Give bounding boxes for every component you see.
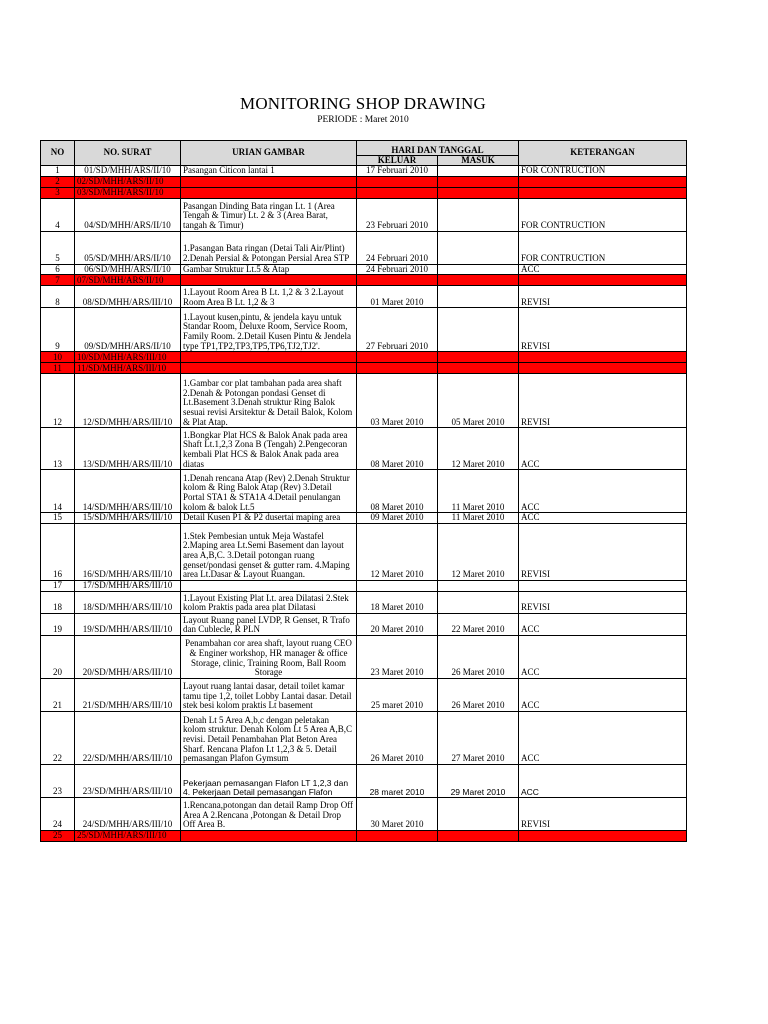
table-row xyxy=(41,798,687,831)
row-urian-gambar: 1.Gambar cor plat tambahan pada area shaft 2.Denah & Potongan pondasi Genset di Lt.Basement 3.Denah struktur Ring Balok sesuai revisi Arsitektur & Detail Balok, Kolom & Plat Atap. xyxy=(181,374,357,428)
row-masuk: 26 Maret 2010 xyxy=(438,679,519,712)
row-urian-gambar xyxy=(181,363,357,374)
row-keluar: 09 Maret 2010 xyxy=(357,513,438,524)
row-no-surat: 18/SD/MHH/ARS/III/10 xyxy=(75,592,181,614)
row-keluar: 26 Maret 2010 xyxy=(357,712,438,765)
table-row xyxy=(41,308,687,352)
row-keluar: 27 Februari 2010 xyxy=(357,308,438,352)
row-urian-gambar xyxy=(181,187,357,198)
row-no: 10 xyxy=(41,352,75,363)
header-urian-gambar: URIAN GAMBAR xyxy=(181,141,357,166)
table-row xyxy=(41,187,687,198)
table-row xyxy=(41,231,687,264)
header-masuk: MASUK xyxy=(438,156,519,166)
table-row xyxy=(41,264,687,275)
row-keterangan: FOR CONTRUCTION xyxy=(519,231,687,264)
row-no: 9 xyxy=(41,308,75,352)
table-row xyxy=(41,352,687,363)
row-no-surat: 01/SD/MHH/ARS/II/10 xyxy=(75,166,181,177)
row-no: 14 xyxy=(41,470,75,513)
row-masuk xyxy=(438,831,519,842)
row-urian-gambar: Penambahan cor area shaft, layout ruang CEO & Enginer workshop, HR manager & office Storage, clinic, Training Room, Ball Room Storage xyxy=(181,636,357,679)
row-keluar xyxy=(357,275,438,286)
row-keterangan: REVISI xyxy=(519,286,687,308)
row-keterangan xyxy=(519,363,687,374)
row-no: 1 xyxy=(41,166,75,177)
row-urian-gambar: Layout Ruang panel LVDP, R Genset, R Trafo dan Cublecle, R PLN xyxy=(181,614,357,636)
row-keluar: 03 Maret 2010 xyxy=(357,374,438,428)
row-keterangan: ACC xyxy=(519,428,687,470)
row-keterangan xyxy=(519,581,687,592)
row-no: 22 xyxy=(41,712,75,765)
row-masuk xyxy=(438,264,519,275)
row-no-surat: 13/SD/MHH/ARS/III/10 xyxy=(75,428,181,470)
row-masuk xyxy=(438,798,519,831)
row-keluar xyxy=(357,352,438,363)
row-no: 25 xyxy=(41,831,75,842)
row-keterangan: REVISI xyxy=(519,592,687,614)
row-urian-gambar xyxy=(181,352,357,363)
table-row xyxy=(41,198,687,231)
row-no: 7 xyxy=(41,275,75,286)
row-masuk xyxy=(438,308,519,352)
row-no-surat: 15/SD/MHH/ARS/III/10 xyxy=(75,513,181,524)
table-row xyxy=(41,581,687,592)
row-no-surat: 03/SD/MHH/ARS/II/10 xyxy=(75,187,181,198)
row-urian-gambar: 1.Rencana,potongan dan detail Ramp Drop Off Area A 2.Rencana ,Potongan & Detail Drop Off Area B. xyxy=(181,798,357,831)
row-no: 8 xyxy=(41,286,75,308)
row-keluar xyxy=(357,831,438,842)
document-title: MONITORING SHOP DRAWING xyxy=(240,94,486,113)
table-row xyxy=(41,363,687,374)
row-no-surat: 17/SD/MHH/ARS/III/10 xyxy=(75,581,181,592)
row-keluar: 25 maret 2010 xyxy=(357,679,438,712)
row-keterangan: ACC xyxy=(519,470,687,513)
row-keterangan: REVISI xyxy=(519,308,687,352)
row-urian-gambar xyxy=(181,176,357,187)
row-no: 24 xyxy=(41,798,75,831)
row-no-surat: 07/SD/MHH/ARS/II/10 xyxy=(75,275,181,286)
row-no: 3 xyxy=(41,187,75,198)
row-keterangan: ACC xyxy=(519,636,687,679)
row-keterangan: ACC xyxy=(519,712,687,765)
table-row xyxy=(41,679,687,712)
row-masuk xyxy=(438,286,519,308)
row-urian-gambar xyxy=(181,581,357,592)
row-no: 11 xyxy=(41,363,75,374)
row-masuk: 05 Maret 2010 xyxy=(438,374,519,428)
row-keterangan: ACC xyxy=(519,614,687,636)
row-keterangan: REVISI xyxy=(519,374,687,428)
row-masuk xyxy=(438,275,519,286)
table-row xyxy=(41,275,687,286)
row-keterangan: REVISI xyxy=(519,524,687,581)
row-no-surat: 06/SD/MHH/ARS/II/10 xyxy=(75,264,181,275)
table-row xyxy=(41,831,687,842)
row-masuk xyxy=(438,363,519,374)
row-keluar: 17 Februari 2010 xyxy=(357,166,438,177)
row-no: 20 xyxy=(41,636,75,679)
table-row xyxy=(41,286,687,308)
header-hari-dan-tanggal: HARI DAN TANGGAL xyxy=(357,141,519,156)
row-keterangan: ACC xyxy=(519,513,687,524)
row-no-surat: 08/SD/MHH/ARS/III/10 xyxy=(75,286,181,308)
row-keluar: 30 Maret 2010 xyxy=(357,798,438,831)
row-no-surat: 19/SD/MHH/ARS/III/10 xyxy=(75,614,181,636)
row-keterangan xyxy=(519,176,687,187)
header-keterangan: KETERANGAN xyxy=(519,141,687,166)
table-row xyxy=(41,592,687,614)
row-no-surat: 11/SD/MHH/ARS/III/10 xyxy=(75,363,181,374)
period-label: PERIODE : Maret 2010 xyxy=(317,115,409,125)
row-keluar: 01 Maret 2010 xyxy=(357,286,438,308)
row-keterangan: ACC xyxy=(519,765,687,798)
row-keluar: 24 Februari 2010 xyxy=(357,264,438,275)
row-no-surat: 21/SD/MHH/ARS/III/10 xyxy=(75,679,181,712)
row-keterangan: ACC xyxy=(519,264,687,275)
row-masuk xyxy=(438,166,519,177)
row-keluar: 08 Maret 2010 xyxy=(357,428,438,470)
row-urian-gambar: 1.Stek Pembesian untuk Meja Wastafel 2.Maping area Lt.Semi Basement dan layout area A,B,C. 3.Detail potongan ruang genset/pondasi genset & gutter ram. 4.Maping area Lt.Dasar & Layout Ruangan. xyxy=(181,524,357,581)
row-no-surat: 02/SD/MHH/ARS/II/10 xyxy=(75,176,181,187)
row-keluar: 23 Maret 2010 xyxy=(357,636,438,679)
row-no-surat: 10/SD/MHH/ARS/III/10 xyxy=(75,352,181,363)
row-urian-gambar: Layout ruang lantai dasar, detail toilet kamar tamu tipe 1,2, toilet Lobby Lantai dasar. Detail stek besi kolom praktis Lt basement xyxy=(181,679,357,712)
row-keluar: 18 Maret 2010 xyxy=(357,592,438,614)
header-no: NO xyxy=(41,141,75,166)
row-masuk: 11 Maret 2010 xyxy=(438,513,519,524)
row-keluar: 24 Februari 2010 xyxy=(357,231,438,264)
row-urian-gambar: 1.Pasangan Bata ringan (Detai Tali Air/Plint) 2.Denah Persial & Potongan Persial Area STP xyxy=(181,231,357,264)
row-keluar: 12 Maret 2010 xyxy=(357,524,438,581)
row-keterangan: FOR CONTRUCTION xyxy=(519,166,687,177)
row-masuk: 12 Maret 2010 xyxy=(438,524,519,581)
row-urian-gambar: 1.Layout kusen,pintu, & jendela kayu untuk Standar Room, Deluxe Room, Service Room, Family Room. 2.Detail Kusen Pintu & Jendela type TP1,TP2,TP3,TP5,TP6,TJ2,TJ2'. xyxy=(181,308,357,352)
row-keluar: 23 Februari 2010 xyxy=(357,198,438,231)
row-masuk: 29 Maret 2010 xyxy=(438,765,519,798)
row-no: 17 xyxy=(41,581,75,592)
row-urian-gambar: Pekerjaan pemasangan Flafon LT 1,2,3 dan 4. Pekerjaan Detail pemasangan Flafon xyxy=(181,765,357,798)
header-keluar: KELUAR xyxy=(357,156,438,166)
row-urian-gambar: Pasangan Dinding Bata ringan Lt. 1 (Area Tengah & Timur) Lt. 2 & 3 (Area Barat, tangah & Timur) xyxy=(181,198,357,231)
table-row xyxy=(41,614,687,636)
table-row xyxy=(41,428,687,470)
row-keterangan: REVISI xyxy=(519,798,687,831)
row-keterangan xyxy=(519,275,687,286)
row-masuk xyxy=(438,592,519,614)
row-no: 13 xyxy=(41,428,75,470)
row-masuk xyxy=(438,352,519,363)
row-no: 2 xyxy=(41,176,75,187)
row-masuk xyxy=(438,231,519,264)
row-masuk: 27 Maret 2010 xyxy=(438,712,519,765)
row-urian-gambar: 1.Denah rencana Atap (Rev) 2.Denah Struktur kolom & Ring Balok Atap (Rev) 3.Detail Portal STA1 & STA1A 4.Detail penulangan kolom & balok Lt.5 xyxy=(181,470,357,513)
row-no: 5 xyxy=(41,231,75,264)
row-no: 18 xyxy=(41,592,75,614)
row-no-surat: 05/SD/MHH/ARS/II/10 xyxy=(75,231,181,264)
table-row xyxy=(41,765,687,798)
row-keterangan: FOR CONTRUCTION xyxy=(519,198,687,231)
row-masuk: 11 Maret 2010 xyxy=(438,470,519,513)
table-row xyxy=(41,524,687,581)
table-row xyxy=(41,712,687,765)
row-keterangan: ACC xyxy=(519,679,687,712)
table-row xyxy=(41,513,687,524)
table-row xyxy=(41,176,687,187)
row-no: 15 xyxy=(41,513,75,524)
row-no: 19 xyxy=(41,614,75,636)
row-keterangan xyxy=(519,187,687,198)
row-urian-gambar xyxy=(181,275,357,286)
row-no-surat: 14/SD/MHH/ARS/III/10 xyxy=(75,470,181,513)
row-urian-gambar: 1.Bongkar Plat HCS & Balok Anak pada area Shaft Lt.1,2,3 Zona B (Tengah) 2.Pengecoran kembali Plat HCS & Balok Anak pada area diatas xyxy=(181,428,357,470)
row-keluar xyxy=(357,363,438,374)
row-no: 4 xyxy=(41,198,75,231)
row-no: 21 xyxy=(41,679,75,712)
row-keterangan xyxy=(519,352,687,363)
row-masuk xyxy=(438,176,519,187)
row-keluar: 08 Maret 2010 xyxy=(357,470,438,513)
row-keluar: 28 maret 2010 xyxy=(357,765,438,798)
row-masuk xyxy=(438,581,519,592)
header-no-surat: NO. SURAT xyxy=(75,141,181,166)
row-urian-gambar: 1.Layout Existing Plat Lt. area Dilatasi 2.Stek kolom Praktis pada area plat Dilatasi xyxy=(181,592,357,614)
row-no-surat: 12/SD/MHH/ARS/III/10 xyxy=(75,374,181,428)
row-no: 23 xyxy=(41,765,75,798)
row-masuk xyxy=(438,198,519,231)
table-row xyxy=(41,166,687,177)
table-row xyxy=(41,636,687,679)
row-no: 16 xyxy=(41,524,75,581)
row-keluar xyxy=(357,176,438,187)
row-no-surat: 16/SD/MHH/ARS/III/10 xyxy=(75,524,181,581)
shop-drawing-table xyxy=(40,140,687,842)
row-no-surat: 09/SD/MHH/ARS/II/10 xyxy=(75,308,181,352)
row-keterangan xyxy=(519,831,687,842)
row-urian-gambar: Pasangan Citicon lantai 1 xyxy=(181,166,357,177)
row-no-surat: 04/SD/MHH/ARS/II/10 xyxy=(75,198,181,231)
row-no-surat: 23/SD/MHH/ARS/III/10 xyxy=(75,765,181,798)
row-masuk: 22 Maret 2010 xyxy=(438,614,519,636)
row-masuk: 26 Maret 2010 xyxy=(438,636,519,679)
row-keluar xyxy=(357,581,438,592)
row-urian-gambar xyxy=(181,831,357,842)
row-no: 12 xyxy=(41,374,75,428)
row-urian-gambar: Gambar Struktur Lt.5 & Atap xyxy=(181,264,357,275)
row-no-surat: 25/SD/MHH/ARS/III/10 xyxy=(75,831,181,842)
row-keluar xyxy=(357,187,438,198)
table-row xyxy=(41,470,687,513)
row-no: 6 xyxy=(41,264,75,275)
row-no-surat: 22/SD/MHH/ARS/III/10 xyxy=(75,712,181,765)
row-keluar: 20 Maret 2010 xyxy=(357,614,438,636)
row-urian-gambar: Detail Kusen P1 & P2 dusertai maping area xyxy=(181,513,357,524)
row-no-surat: 20/SD/MHH/ARS/III/10 xyxy=(75,636,181,679)
row-masuk: 12 Maret 2010 xyxy=(438,428,519,470)
row-urian-gambar: Denah Lt 5 Area A,b,c dengan peletakan kolom struktur. Denah Kolom Lt 5 Area A,B,C revisi. Detail Penambahan Plat Beton Area Sharf. Rencana Plafon Lt 1,2,3 & 5. Detail pemasangan Plafon Gymsum xyxy=(181,712,357,765)
table-row xyxy=(41,374,687,428)
row-masuk xyxy=(438,187,519,198)
row-urian-gambar: 1.Layout Room Area B Lt. 1,2 & 3 2.Layout Room Area B Lt. 1,2 & 3 xyxy=(181,286,357,308)
row-no-surat: 24/SD/MHH/ARS/III/10 xyxy=(75,798,181,831)
